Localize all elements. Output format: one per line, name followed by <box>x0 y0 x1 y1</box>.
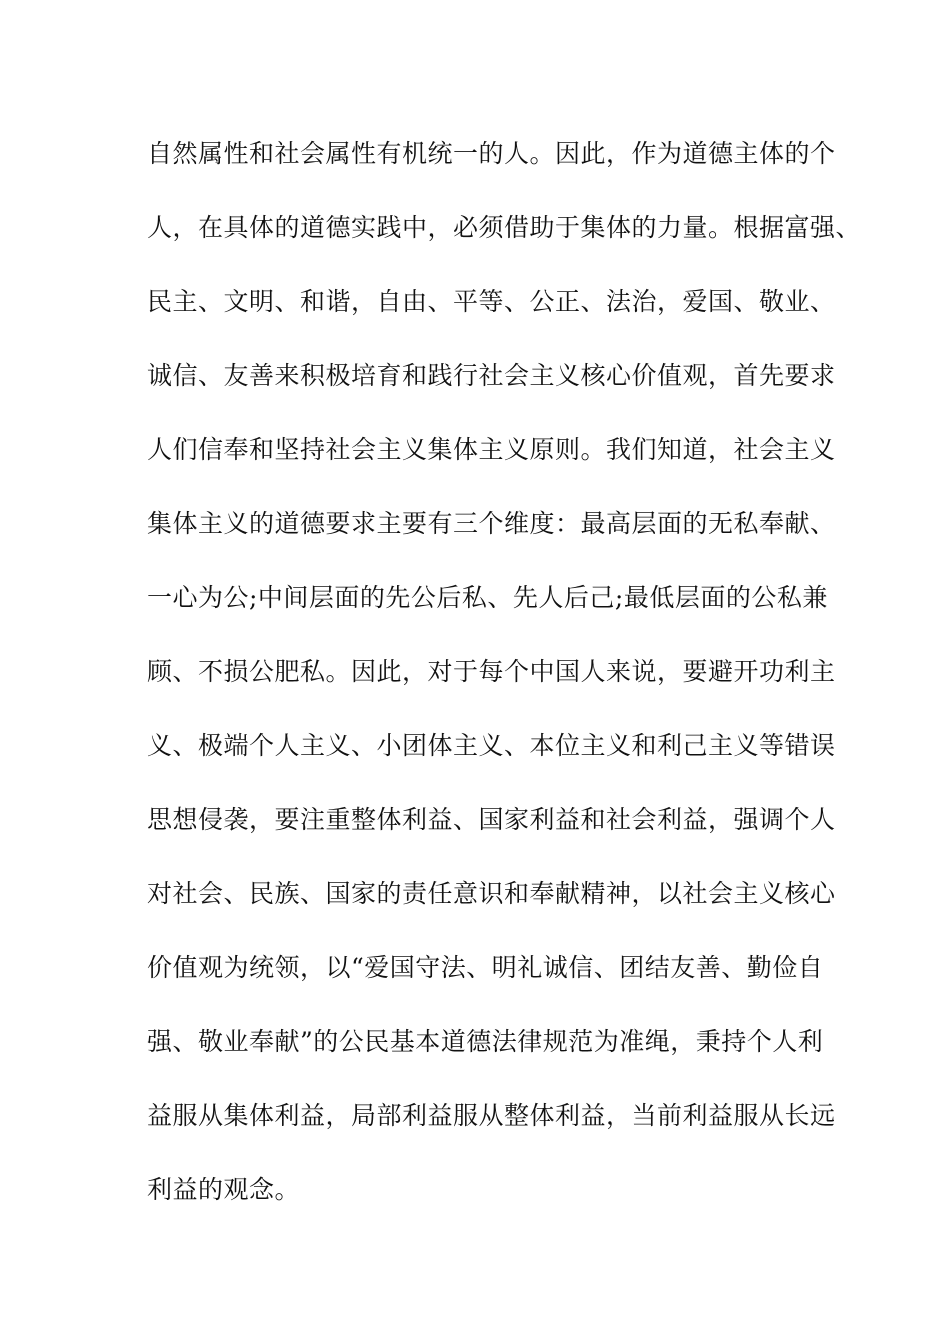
text-line: 顾、不损公肥私。因此，对于每个中国人来说，要避开功利主 <box>147 657 836 686</box>
text-line: 对社会、民族、国家的责任意识和奉献精神，以社会主义核心 <box>147 879 836 908</box>
text-line: 自然属性和社会属性有机统一的人。因此，作为道德主体的个 <box>147 139 836 168</box>
text-line: 一心为公;中间层面的先公后私、先人后己;最低层面的公私兼 <box>147 583 828 612</box>
text-line: 益服从集体利益，局部利益服从整体利益，当前利益服从长远 <box>147 1101 836 1130</box>
text-line: 强、敬业奉献”的公民基本道德法律规范为准绳，秉持个人利 <box>147 1027 824 1056</box>
text-line: 义、极端个人主义、小团体主义、本位主义和利己主义等错误 <box>147 731 836 760</box>
text-line: 诚信、友善来积极培育和践行社会主义核心价值观，首先要求 <box>147 361 836 390</box>
text-line: 民主、文明、和谐，自由、平等、公正、法治，爱国、敬业、 <box>147 287 836 316</box>
text-line: 价值观为统领，以“爱国守法、明礼诚信、团结友善、勤俭自 <box>147 953 824 982</box>
body-paragraph <box>147 132 862 1242</box>
text-line: 思想侵袭，要注重整体利益、国家利益和社会利益，强调个人 <box>147 805 836 834</box>
text-line: 人，在具体的道德实践中，必须借助于集体的力量。根据富强、 <box>147 213 862 242</box>
text-line: 利益的观念。 <box>147 1175 301 1204</box>
text-line: 人们信奉和坚持社会主义集体主义原则。我们知道，社会主义 <box>147 435 836 464</box>
text-line: 集体主义的道德要求主要有三个维度：最高层面的无私奉献、 <box>147 509 836 538</box>
